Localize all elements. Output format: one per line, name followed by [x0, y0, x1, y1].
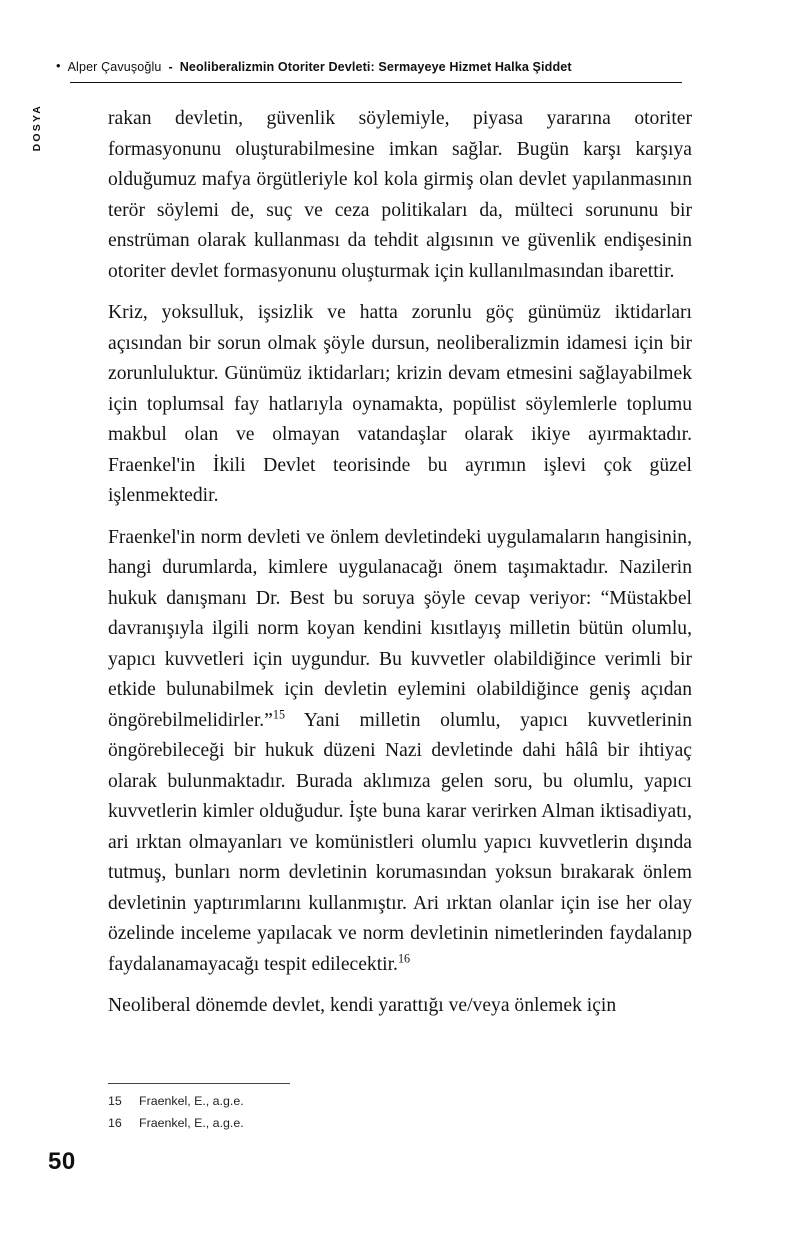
- header-article-title: Neoliberalizmin Otoriter Devleti: Sermayeye Hizmet Halka Şiddet: [179, 60, 572, 74]
- page-header: [56, 60, 696, 74]
- footnote-number: 16: [108, 1116, 122, 1130]
- bullet-icon: •: [56, 58, 61, 73]
- header-author: Alper Çavuşoğlu: [67, 60, 162, 74]
- paragraph-1: rakan devletin, güvenlik söylemiyle, piyasa yararına otoriter formasyonunu oluşturabilmesine imkan sağlar. Bugün karşı karşıya olduğumuz mafya örgütleriyle kol kola girmiş olan devlet yapılanmasının terör söylemi de, suç ve ceza politikaları da, mülteci sorununu bir enstrüman olarak kullanması da tehdit algısının ve güvenlik endişesinin otoriter devlet formasyonunu oluşturmak için kullanılmasından ibarettir.: [108, 108, 692, 282]
- section-tab-label: DOSYA: [31, 104, 43, 152]
- header-divider: [70, 82, 682, 83]
- footnote-list: [108, 1090, 692, 1134]
- footnote-text: Fraenkel, E., a.g.e.: [139, 1116, 244, 1130]
- paragraph-2: Kriz, yoksulluk, işsizlik ve hatta zorunlu göç günümüz iktidarları açısından bir sorun olmak şöyle dursun, neoliberalizmin idamesi için bir zorunluluktur. Günümüz iktidarları; krizin devam etmesini sağlayabilmek için toplumsal fay hatlarıyla oynamakta, popülist söylemlerle toplumu makbul olan ve olmayan vatandaşlar olarak ikiye ayırmaktadır. Fraenkel'in İkili Devlet teorisinde bu ayrımın işlevi çok güzel işlenmektedir.: [108, 302, 692, 506]
- paragraph-4: Neoliberal dönemde devlet, kendi yarattığı ve/veya önlemek için: [108, 995, 617, 1016]
- footnote-text: Fraenkel, E., a.g.e.: [139, 1094, 244, 1108]
- footnote-item: [108, 1112, 692, 1134]
- footnote-number: 15: [108, 1094, 122, 1108]
- footnote-item: [108, 1090, 692, 1112]
- paragraph-3-part-1: Fraenkel'in norm devleti ve önlem devletindeki uygulamaların hangisinin, hangi durumlarda, kimlere uygulanacağı önem taşımaktadır. Nazilerin hukuk danışmanı Dr. Best bu soruya şöyle cevap veriyor: “Müstakbel davranışıyla ilgili norm koyan kendini kısıtlayış milletin bütün olumlu, yapıcı kuvvetleri için uygundur. Bu kuvvetler olabildiğince verimli bir etkide bulunabilmek için devletin eylemini olabildiğince geniş açıdan öngörebilmelidirler.”: [108, 526, 692, 731]
- page-number: 50: [48, 1148, 76, 1175]
- paragraph-3: [108, 523, 692, 981]
- paragraph-3-part-2: Yani milletin olumlu, yapıcı kuvvetlerinin öngörebileceği bir hukuk düzeni Nazi devletinde dahi hâlâ bir ihtiyaç olarak bulunmaktadır. Burada aklımıza gelen soru, bu olumlu, yapıcı kuvvetlerin kimler olduğudur. İşte buna karar verirken Alman iktisadiyatı, ari ırktan olmayanları ve komünistleri olumlu yapıcı kuvvetlerin dışında tutmuş, bunları norm devletinin korumasından yoksun bırakarak önlem devletinin yaptırımlarını kullanmıştır. Ari ırktan olanlar için ise her olay özelinde inceleme yapılacak ve norm devletinin nimetlerinden faydalanıp faydalanamayacağı tespit edilecektir.: [108, 709, 692, 975]
- header-separator: -: [168, 60, 173, 74]
- footnote-ref-15: 15: [272, 706, 286, 721]
- footnote-divider: [108, 1083, 290, 1084]
- footnote-ref-16: 16: [397, 950, 411, 965]
- body-text: [108, 104, 692, 1022]
